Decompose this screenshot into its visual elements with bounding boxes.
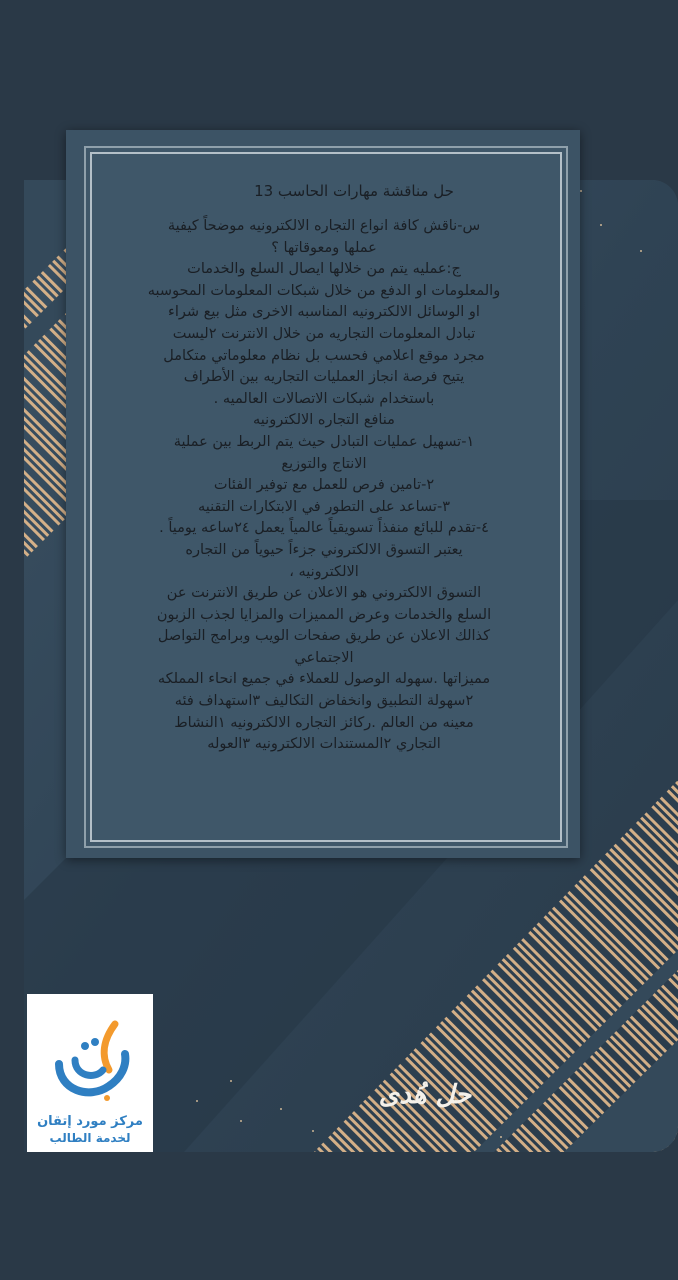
body-line: معينه من العالم .ركائز التجاره الالكترونيه ١النشاط (174, 714, 474, 731)
itqan-logo (27, 994, 153, 1152)
body-line: ج:عمليه يتم من خلالها ايصال السلع والخدمات (187, 261, 461, 278)
body-line: كذالك الاعلان عن طريق صفحات الويب وبرامج التواصل (157, 628, 491, 645)
sparkle-dot (196, 1100, 198, 1102)
sparkle-dot (312, 1130, 314, 1132)
body-line: باستخدام شبكات الاتصالات العالميه . (213, 390, 435, 407)
body-line: الانتاج والتوزيع (281, 455, 367, 472)
body-line: الالكترونيه ، (289, 563, 359, 580)
body-line: عملها ومعوقاتها ؟ (271, 239, 377, 256)
body-line: يعتبر التسوق الالكتروني جزءاً حيوياً من التجاره (185, 541, 463, 558)
body-line: ٢-تامين فرص للعمل مع توفير الفئات (213, 477, 435, 494)
sparkle-dot (600, 224, 602, 226)
body-line: ٤-تقدم للبائع منفذاً تسويقياً عالمياً يعمل ٢٤ساعه يومياً . (159, 520, 489, 537)
itqan-logo-icon (45, 1016, 141, 1104)
sparkle-dot (280, 1108, 282, 1110)
body-line: التجاري ٢المستندات الالكترونيه ٣العوله (207, 736, 441, 753)
body-line: والمعلومات او الدفع من خلال شبكات المعلومات المحوسبه (147, 282, 501, 299)
body-line: ١-تسهيل عمليات التبادل حيث يتم الربط بين عملية (173, 433, 475, 450)
sparkle-dot (580, 190, 582, 192)
signature: حل هُدى (378, 1080, 472, 1110)
body-line: منافع التجاره الالكترونيه (253, 412, 395, 429)
body-line: التسوق الالكتروني هو الاعلان عن طريق الانترنت عن (166, 585, 482, 602)
sparkle-dot (240, 1120, 242, 1122)
post-content (104, 182, 544, 756)
post-body (104, 216, 544, 756)
post-title: حل مناقشة مهارات الحاسب 13 (254, 182, 454, 200)
body-line: الاجتماعي (294, 649, 354, 666)
sparkle-dot (640, 250, 642, 252)
sparkle-dot (500, 1136, 502, 1138)
body-line: السلع والخدمات وعرض المميزات والمزايا لجذب الزبون (156, 606, 492, 623)
body-line: مميزاتها .سهوله الوصول للعملاء في جميع انحاء المملكه (157, 671, 491, 688)
logo-subtitle: لخدمة الطالب (49, 1131, 131, 1145)
sparkle-dot (230, 1080, 232, 1082)
body-line: مجرد موقع اعلامي فحسب بل نظام معلوماتي متكامل (163, 347, 485, 364)
body-line: ٣-تساعد على التطور في الابتكارات التقنيه (198, 498, 450, 515)
body-line: تبادل المعلومات التجاريه من خلال الانترنت ٢ليست (172, 325, 476, 342)
body-line: ٢سهولة التطبيق وانخفاض التكاليف ٣استهداف فئه (174, 693, 474, 710)
logo-title: مركز مورد إتقان (37, 1114, 143, 1129)
body-line: س-ناقش كافة انواع التجاره الالكترونيه موضحاً كيفية (167, 218, 481, 234)
body-line: يتيح فرصة انجاز العمليات التجاريه بين الأطراف (183, 369, 465, 386)
body-line: او الوسائل الالكترونيه المناسبه الاخرى مثل بيع شراء (168, 304, 480, 321)
